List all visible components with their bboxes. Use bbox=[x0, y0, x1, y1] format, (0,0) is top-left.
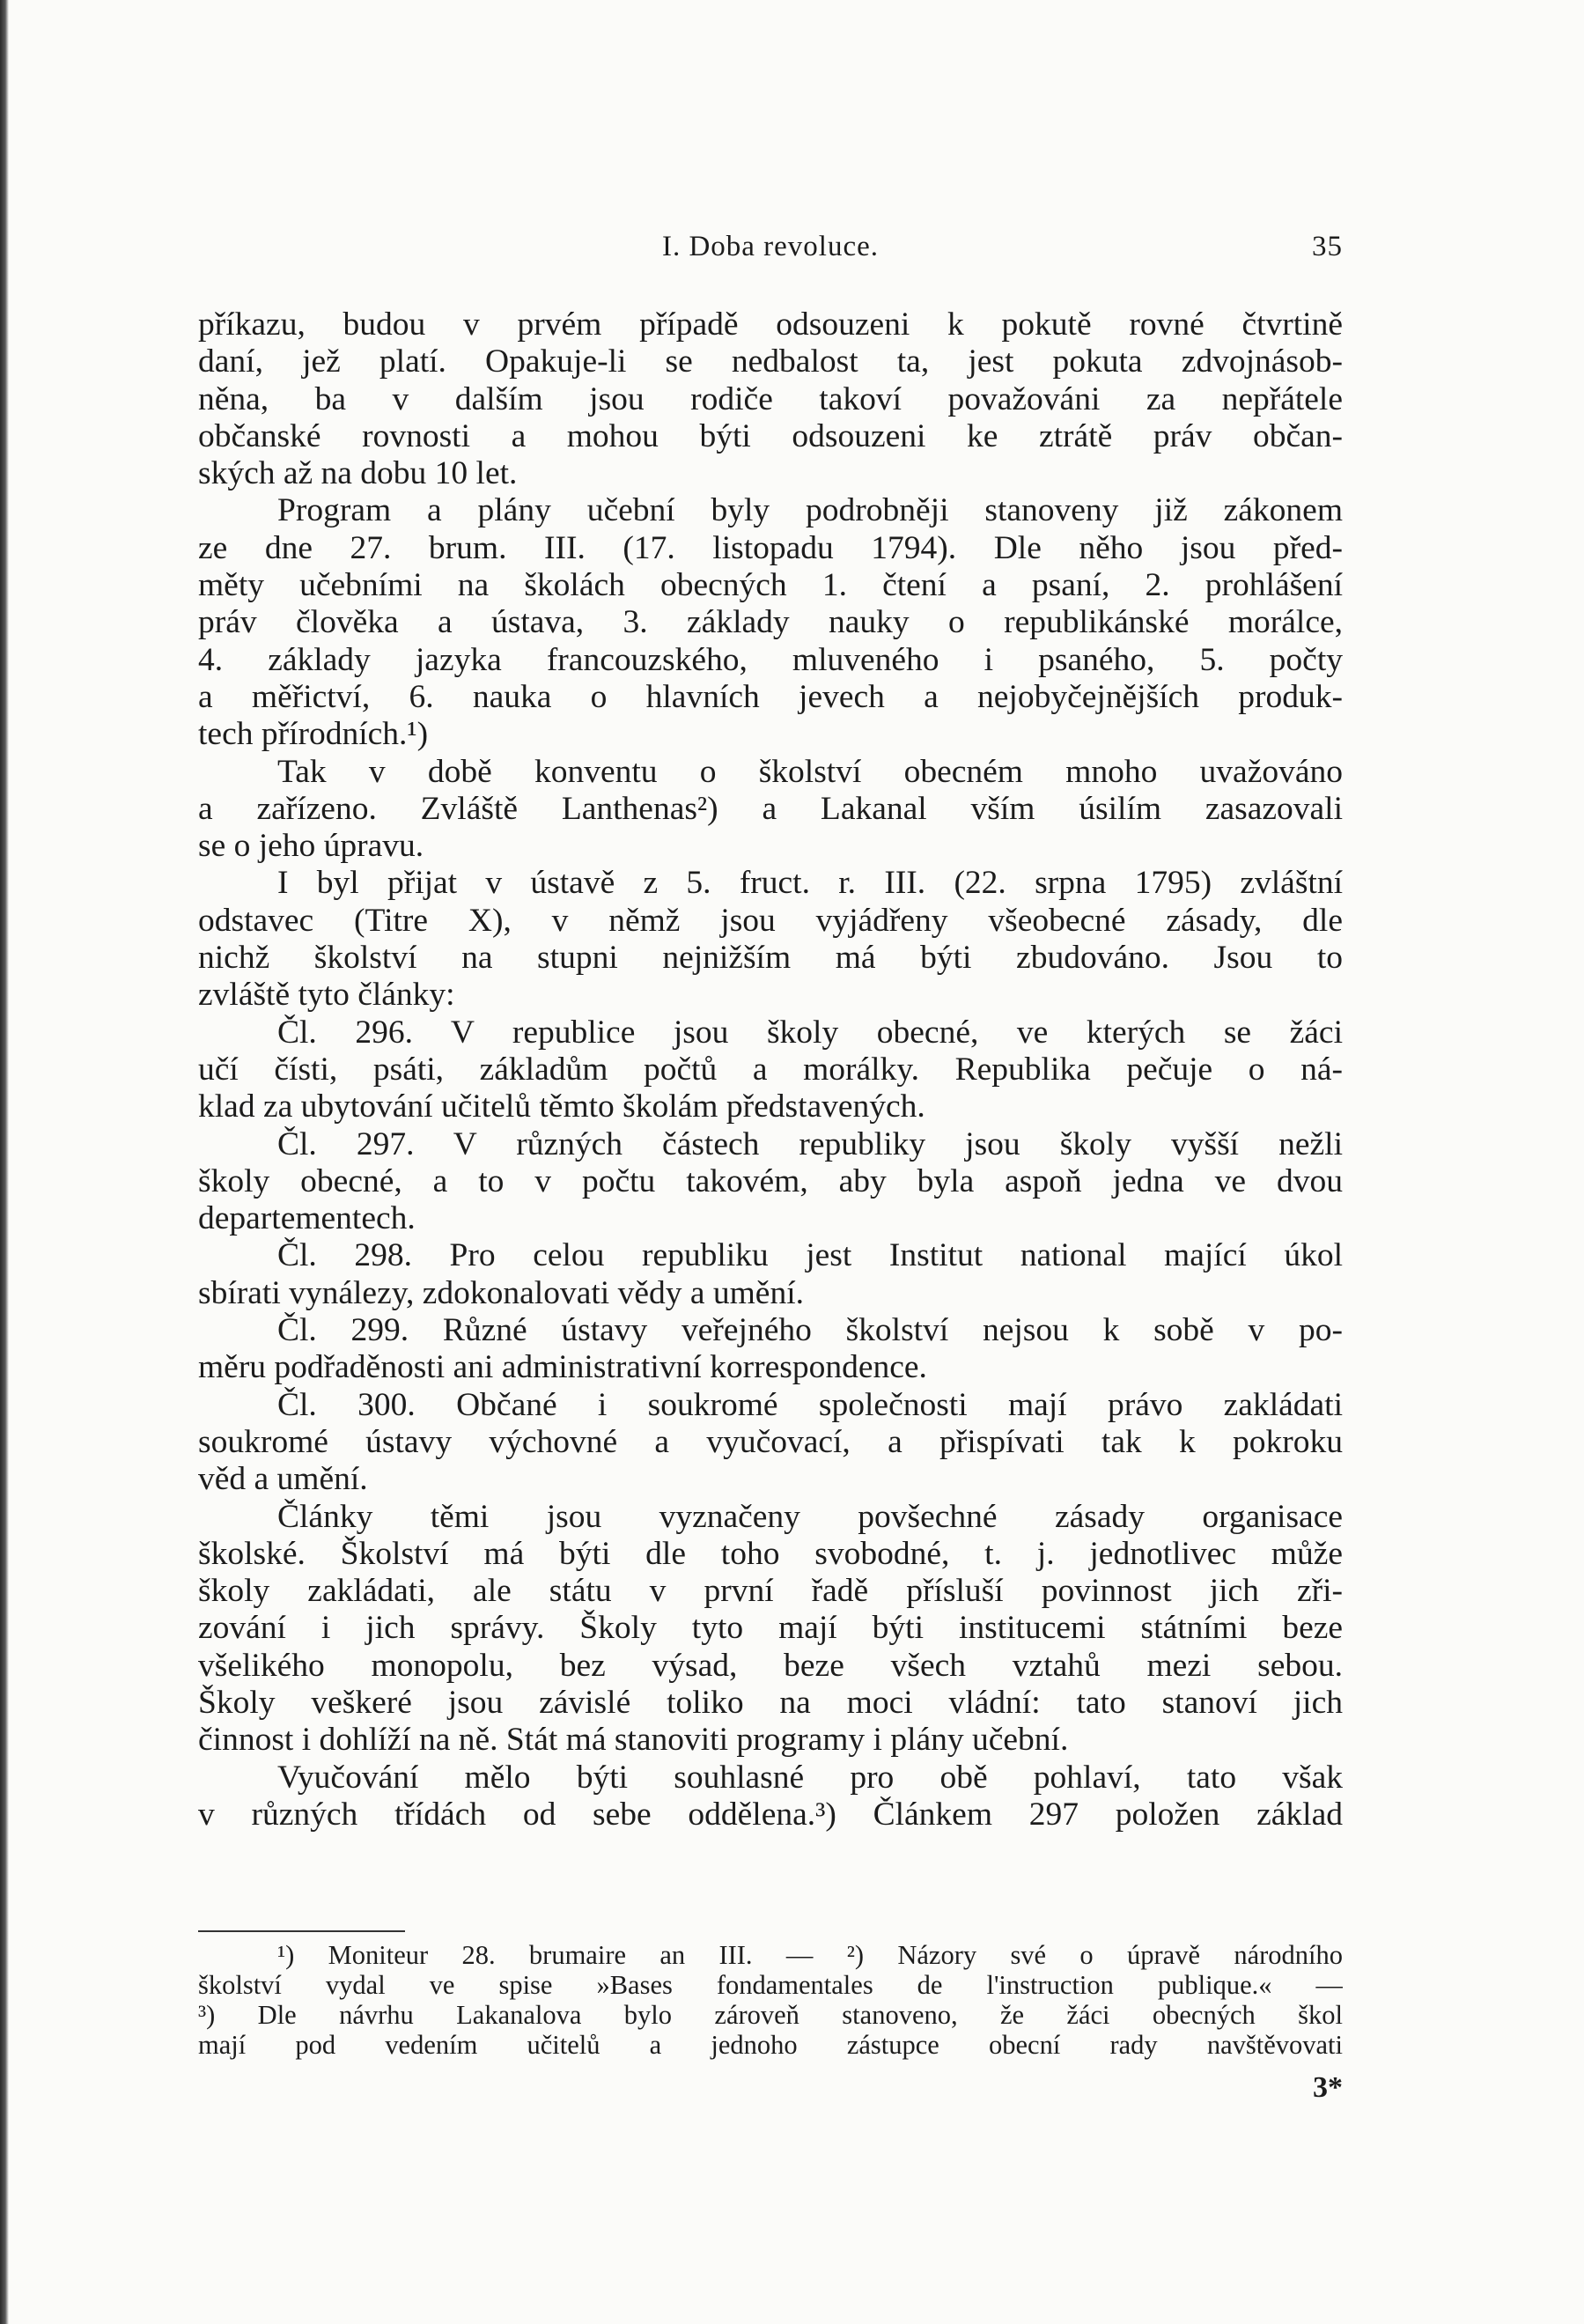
footnote-line: ³) Dle návrhu Lakanalova bylo zároveň stanoveno, že žáci obecných škol bbox=[198, 2000, 1343, 2030]
text-line: zování i jich správy. Školy tyto mají býti institucemi státními beze bbox=[198, 1610, 1343, 1647]
text-line: nichž školství na stupni nejnižším má býti zbudováno. Jsou to bbox=[198, 940, 1343, 977]
page-number: 35 bbox=[1312, 231, 1343, 262]
page-edge-shadow bbox=[0, 0, 9, 2324]
text-line: učí čísti, psáti, základům počtů a morálky. Republika pečuje o ná- bbox=[198, 1051, 1343, 1088]
footnote-line: školství vydal ve spise »Bases fondamentales de l'instruction publique.« — bbox=[198, 1970, 1343, 2000]
text-line: zvláště tyto články: bbox=[198, 977, 455, 1014]
text-line: Program a plány učební byly podrobněji stanoveny již zákonem bbox=[277, 492, 1343, 529]
text-line: departementech. bbox=[198, 1200, 416, 1237]
text-line: sbírati vynálezy, zdokonalovati vědy a umění. bbox=[198, 1274, 804, 1311]
footnotes bbox=[198, 1940, 1343, 2060]
text-line: všelikého monopolu, bez výsad, beze všech vztahů mezi sebou. bbox=[198, 1647, 1343, 1684]
text-line: Čl. 298. Pro celou republiku jest Institut national mající úkol bbox=[277, 1237, 1343, 1274]
signature-mark: 3* bbox=[1313, 2071, 1343, 2104]
footnote-line: ¹) Moniteur 28. brumaire an III. — ²) Názory své o úpravě národního bbox=[277, 1940, 1343, 1970]
text-line: Čl. 299. Různé ústavy veřejného školství nejsou k sobě v po- bbox=[277, 1312, 1343, 1349]
footnote-divider bbox=[198, 1930, 405, 1932]
text-line: Tak v době konventu o školství obecném mnoho uvažováno bbox=[277, 753, 1343, 790]
text-line: práv člověka a ústava, 3. základy nauky o republikánské morálce, bbox=[198, 604, 1343, 641]
text-line: ze dne 27. brum. III. (17. listopadu 1794). Dle něho jsou před- bbox=[198, 529, 1343, 566]
text-line: Školy veškeré jsou závislé toliko na moci vládní: tato stanoví jich bbox=[198, 1684, 1343, 1721]
text-line: měru podřaděnosti ani administrativní korrespondence. bbox=[198, 1349, 927, 1386]
text-line: soukromé ústavy výchovné a vyučovací, a přispívati tak k pokroku bbox=[198, 1423, 1343, 1460]
text-line: Čl. 296. V republice jsou školy obecné, ve kterých se žáci bbox=[277, 1014, 1343, 1051]
text-line: klad za ubytování učitelů těmto školám představených. bbox=[198, 1088, 925, 1125]
text-line: I byl přijat v ústavě z 5. fruct. r. III. (22. srpna 1795) zvláštní bbox=[277, 865, 1343, 902]
main-text bbox=[198, 306, 1343, 1833]
text-line: školy obecné, a to v počtu takovém, aby byla aspoň jedna ve dvou bbox=[198, 1162, 1343, 1199]
text-line: a zařízeno. Zvláště Lanthenas²) a Lakanal vším úsilím zasazovali bbox=[198, 790, 1343, 827]
text-line: měty učebními na školách obecných 1. čtení a psaní, 2. prohlášení bbox=[198, 567, 1343, 604]
text-line: činnost i dohlíží na ně. Stát má stanoviti programy i plány učební. bbox=[198, 1722, 1069, 1759]
text-line: školské. Školství má býti dle toho svobodné, t. j. jednotlivec může bbox=[198, 1535, 1343, 1572]
text-line: něna, ba v dalším jsou rodiče takoví považováni za nepřátele bbox=[198, 380, 1343, 417]
text-line: školy zakládati, ale státu v první řadě přísluší povinnost jich zři- bbox=[198, 1573, 1343, 1610]
text-line: Články těmi jsou vyznačeny povšechné zásady organisace bbox=[277, 1498, 1343, 1535]
text-line: daní, jež platí. Opakuje-li se nedbalost ta, jest pokuta zdvojnásob- bbox=[198, 343, 1343, 380]
text-line: ských až na dobu 10 let. bbox=[198, 455, 518, 492]
text-line: v různých třídách od sebe oddělena.³) Článkem 297 položen základ bbox=[198, 1796, 1343, 1833]
footnote-line: mají pod vedením učitelů a jednoho zástupce obecní rady navštěvovati bbox=[198, 2030, 1343, 2060]
chapter-title: I. Doba revoluce. bbox=[661, 231, 880, 262]
text-line: občanské rovnosti a mohou býti odsouzeni ke ztrátě práv občan- bbox=[198, 417, 1343, 454]
text-line: Čl. 297. V různých částech republiky jsou školy vyšší nežli bbox=[277, 1125, 1343, 1162]
text-line: se o jeho úpravu. bbox=[198, 828, 424, 865]
text-line: Čl. 300. Občané i soukromé společnosti mají právo zakládati bbox=[277, 1386, 1343, 1423]
running-header bbox=[198, 231, 1343, 275]
text-line: odstavec (Titre X), v němž jsou vyjádřeny všeobecné zásady, dle bbox=[198, 902, 1343, 939]
text-line: příkazu, budou v prvém případě odsouzeni k pokutě rovné čtvrtině bbox=[198, 306, 1343, 343]
text-line: věd a umění. bbox=[198, 1461, 368, 1498]
text-line: tech přírodních.¹) bbox=[198, 716, 429, 753]
text-line: 4. základy jazyka francouzského, mluveného i psaného, 5. počty bbox=[198, 641, 1343, 678]
text-line: Vyučování mělo býti souhlasné pro obě pohlaví, tato však bbox=[277, 1759, 1343, 1796]
text-line: a měřictví, 6. nauka o hlavních jevech a nejobyčejnějších produk- bbox=[198, 678, 1343, 715]
